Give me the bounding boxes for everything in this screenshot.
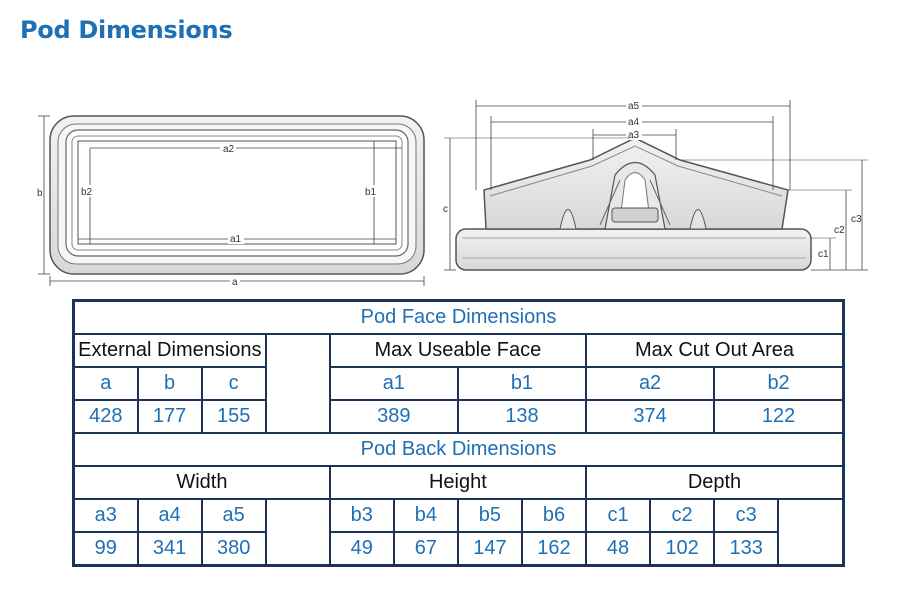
label-c1: c1 (818, 249, 829, 260)
dimensions-table (72, 299, 845, 567)
page-title: Pod Dimensions (20, 16, 233, 44)
back-heading: Pod Back Dimensions (74, 433, 844, 466)
value-cell-b1: 138 (458, 400, 586, 433)
face-heading-row (74, 301, 844, 335)
empty-cell (266, 499, 330, 566)
label-a: a (232, 277, 238, 288)
value-cell-b6: 162 (522, 532, 586, 566)
label-cell-c2: c2 (650, 499, 714, 532)
value-cell-c: 155 (202, 400, 266, 433)
back-heading-row (74, 433, 844, 466)
value-cell-b2: 122 (714, 400, 843, 433)
label-b1: b1 (365, 187, 377, 198)
back-value-row (74, 532, 844, 566)
value-cell-b4: 67 (394, 532, 458, 566)
label-cell-a4: a4 (138, 499, 202, 532)
max-useable-face-header: Max Useable Face (330, 334, 586, 367)
depth-header: Depth (586, 466, 844, 499)
width-header: Width (74, 466, 330, 499)
face-heading: Pod Face Dimensions (74, 301, 844, 335)
max-cut-out-area-header: Max Cut Out Area (586, 334, 844, 367)
label-c2: c2 (834, 225, 845, 236)
side-view (443, 100, 868, 270)
face-label-row (74, 367, 844, 400)
label-cell-a5: a5 (202, 499, 266, 532)
value-cell-c3: 133 (714, 532, 778, 566)
value-cell-a2: 374 (586, 400, 714, 433)
face-group-row (74, 334, 844, 367)
value-cell-a5: 380 (202, 532, 266, 566)
label-cell-b1: b1 (458, 367, 586, 400)
label-a5: a5 (628, 101, 640, 112)
label-c: c (443, 204, 448, 215)
label-b: b (37, 188, 43, 199)
value-cell-b5: 147 (458, 532, 522, 566)
value-cell-a4: 341 (138, 532, 202, 566)
label-a1: a1 (230, 234, 242, 245)
label-b2: b2 (81, 187, 93, 198)
label-cell-b4: b4 (394, 499, 458, 532)
empty-cell (266, 334, 330, 433)
label-cell-c: c (202, 367, 266, 400)
label-cell-b: b (138, 367, 202, 400)
label-a2: a2 (223, 144, 235, 155)
empty-cell (778, 499, 843, 566)
value-cell-c2: 102 (650, 532, 714, 566)
value-cell-c1: 48 (586, 532, 650, 566)
value-cell-b: 177 (138, 400, 202, 433)
value-cell-b3: 49 (330, 532, 394, 566)
label-cell-a: a (74, 367, 138, 400)
value-cell-a1: 389 (330, 400, 458, 433)
label-cell-b6: b6 (522, 499, 586, 532)
external-dimensions-header: External Dimensions (74, 334, 266, 367)
label-cell-a1: a1 (330, 367, 458, 400)
label-a3: a3 (628, 130, 640, 141)
label-cell-a2: a2 (586, 367, 714, 400)
face-value-row (74, 400, 844, 433)
label-cell-b5: b5 (458, 499, 522, 532)
front-view (37, 116, 424, 288)
value-cell-a3: 99 (74, 532, 138, 566)
label-cell-b2: b2 (714, 367, 843, 400)
label-cell-b3: b3 (330, 499, 394, 532)
value-cell-a: 428 (74, 400, 138, 433)
label-c3: c3 (851, 214, 862, 225)
height-header: Height (330, 466, 586, 499)
label-cell-c3: c3 (714, 499, 778, 532)
label-a4: a4 (628, 117, 640, 128)
label-cell-c1: c1 (586, 499, 650, 532)
back-label-row (74, 499, 844, 532)
back-group-row (74, 466, 844, 499)
label-cell-a3: a3 (74, 499, 138, 532)
